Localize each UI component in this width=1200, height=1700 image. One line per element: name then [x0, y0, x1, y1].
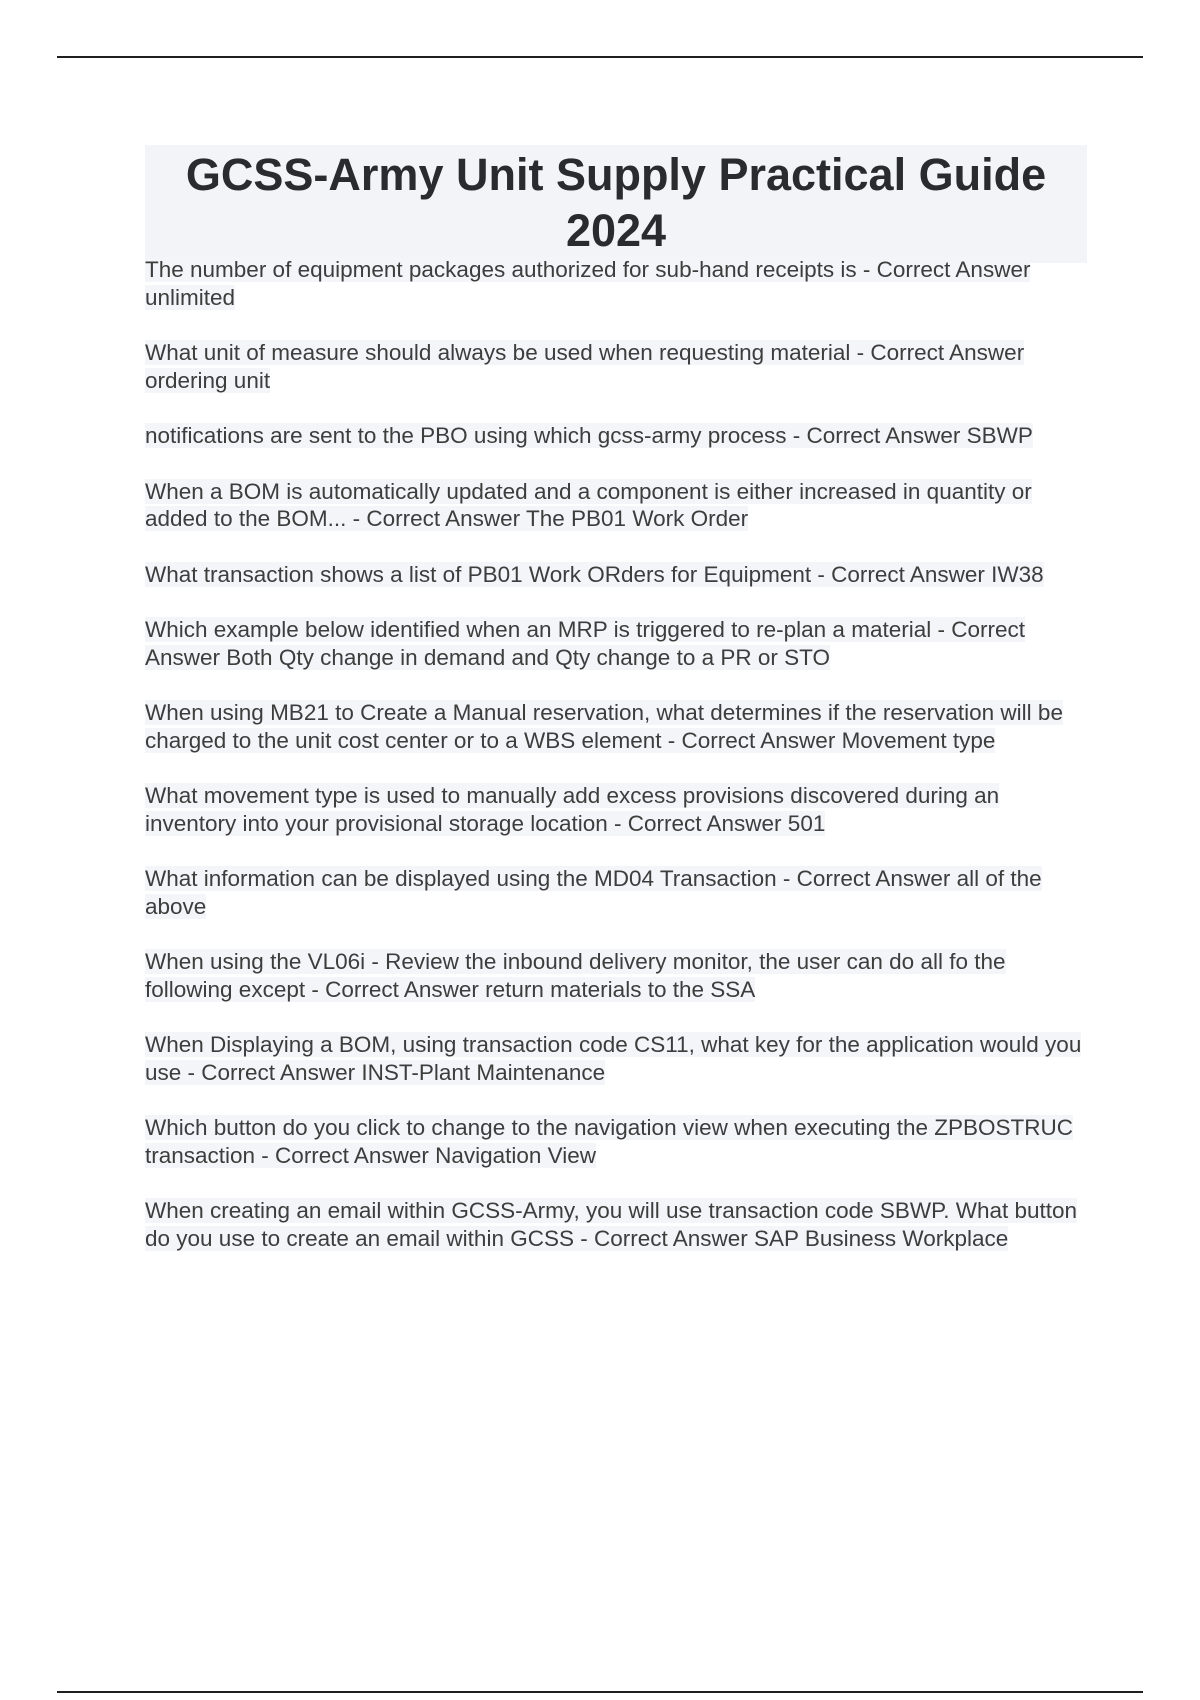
qa-item: When creating an email within GCSS-Army, you will use transaction code SBWP. What button do you use to create an email within GCSS - Correct Answer SAP Business Workplace [145, 1198, 1078, 1251]
qa-item: The number of equipment packages authorized for sub-hand receipts is - Correct Answer unlimited [145, 257, 1031, 310]
qa-item: Which button do you click to change to the navigation view when executing the ZPBOSTRUC transaction - Correct Answer Navigation View [145, 1115, 1073, 1168]
qa-item: When Displaying a BOM, using transaction code CS11, what key for the application would you use - Correct Answer INST-Plant Maintenance [145, 1032, 1082, 1085]
qa-item: When a BOM is automatically updated and a component is either increased in quantity or added to the BOM... - Correct Answer The PB01 Work Order [145, 478, 1032, 531]
qa-item: What information can be displayed using the MD04 Transaction - Correct Answer all of the above [145, 866, 1042, 919]
qa-item: What unit of measure should always be used when requesting material - Correct Answer ordering unit [145, 340, 1025, 393]
qa-item: notifications are sent to the PBO using which gcss-army process - Correct Answer SBWP [145, 423, 1033, 448]
qa-item: When using MB21 to Create a Manual reservation, what determines if the reservation will be charged to the unit cost center or to a WBS element - Correct Answer Movement type [145, 700, 1063, 753]
qa-item: When using the VL06i - Review the inbound delivery monitor, the user can do all fo the following except - Correct Answer return materials to the SSA [145, 949, 1006, 1002]
title-block [145, 145, 1087, 263]
qa-item: Which example below identified when an MRP is triggered to re-plan a material - Correct Answer Both Qty change in demand and Qty change to a PR or STO [145, 617, 1025, 670]
qa-item: What movement type is used to manually add excess provisions discovered during an inventory into your provisional storage location - Correct Answer 501 [145, 783, 1000, 836]
qa-item: What transaction shows a list of PB01 Work ORders for Equipment - Correct Answer IW38 [145, 561, 1044, 587]
top-rule [57, 56, 1143, 58]
document-title: GCSS-Army Unit Supply Practical Guide 2024 [185, 149, 1047, 256]
bottom-rule [57, 1691, 1143, 1693]
qa-list [145, 256, 1090, 1280]
